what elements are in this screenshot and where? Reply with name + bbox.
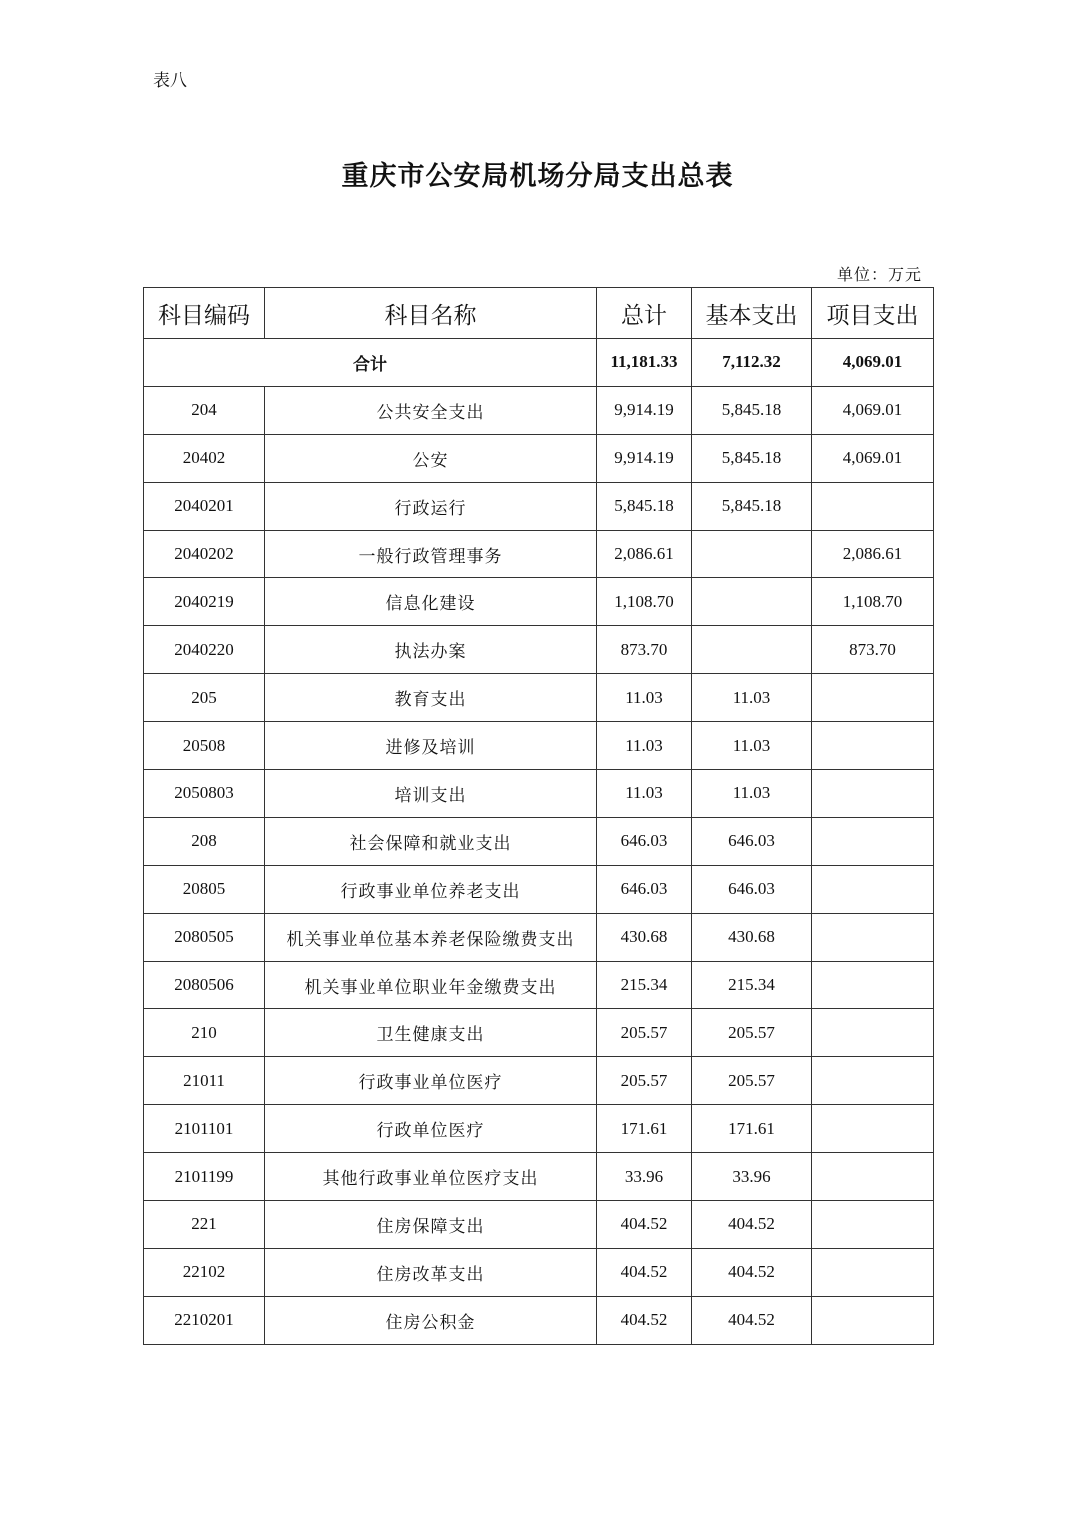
table-row xyxy=(144,1201,934,1249)
cell-name: 机关事业单位基本养老保险缴费支出 xyxy=(265,913,597,961)
table-row xyxy=(144,482,934,530)
cell-total: 404.52 xyxy=(597,1248,692,1296)
cell-total: 205.57 xyxy=(597,1057,692,1105)
table-row xyxy=(144,434,934,482)
table-row xyxy=(144,1153,934,1201)
cell-basic xyxy=(692,530,812,578)
header-basic: 基本支出 xyxy=(692,288,812,339)
total-row xyxy=(144,339,934,387)
cell-project: 2,086.61 xyxy=(812,530,934,578)
cell-name: 公安 xyxy=(265,434,597,482)
cell-basic: 215.34 xyxy=(692,961,812,1009)
cell-name: 其他行政事业单位医疗支出 xyxy=(265,1153,597,1201)
cell-basic: 33.96 xyxy=(692,1153,812,1201)
cell-total: 5,845.18 xyxy=(597,482,692,530)
cell-code: 2050803 xyxy=(144,770,265,818)
cell-project xyxy=(812,1153,934,1201)
cell-project xyxy=(812,1057,934,1105)
cell-name: 社会保障和就业支出 xyxy=(265,817,597,865)
cell-code: 2040201 xyxy=(144,482,265,530)
cell-name: 行政运行 xyxy=(265,482,597,530)
cell-total: 2,086.61 xyxy=(597,530,692,578)
cell-basic: 5,845.18 xyxy=(692,386,812,434)
cell-code: 2101199 xyxy=(144,1153,265,1201)
document-title: 重庆市公安局机场分局支出总表 xyxy=(341,161,734,192)
cell-project: 1,108.70 xyxy=(812,578,934,626)
total-sum: 11,181.33 xyxy=(597,339,692,387)
cell-total: 404.52 xyxy=(597,1296,692,1344)
cell-total: 11.03 xyxy=(597,722,692,770)
cell-name: 行政单位医疗 xyxy=(265,1105,597,1153)
cell-name: 培训支出 xyxy=(265,770,597,818)
cell-name: 机关事业单位职业年金缴费支出 xyxy=(265,961,597,1009)
cell-name: 进修及培训 xyxy=(265,722,597,770)
header-code: 科目编码 xyxy=(144,288,265,339)
cell-project: 873.70 xyxy=(812,626,934,674)
cell-code: 2080506 xyxy=(144,961,265,1009)
cell-total: 9,914.19 xyxy=(597,434,692,482)
cell-total: 33.96 xyxy=(597,1153,692,1201)
cell-name: 一般行政管理事务 xyxy=(265,530,597,578)
cell-basic: 171.61 xyxy=(692,1105,812,1153)
table-row xyxy=(144,1296,934,1344)
table-row xyxy=(144,386,934,434)
cell-total: 11.03 xyxy=(597,674,692,722)
cell-project xyxy=(812,1201,934,1249)
cell-name: 住房改革支出 xyxy=(265,1248,597,1296)
cell-project xyxy=(812,865,934,913)
cell-basic: 11.03 xyxy=(692,770,812,818)
cell-project xyxy=(812,770,934,818)
cell-total: 205.57 xyxy=(597,1009,692,1057)
cell-basic: 11.03 xyxy=(692,722,812,770)
cell-project xyxy=(812,913,934,961)
table-header-row xyxy=(144,288,934,339)
table-row xyxy=(144,626,934,674)
cell-project xyxy=(812,817,934,865)
cell-basic: 205.57 xyxy=(692,1009,812,1057)
table-row xyxy=(144,674,934,722)
cell-project xyxy=(812,674,934,722)
cell-basic: 5,845.18 xyxy=(692,482,812,530)
cell-basic xyxy=(692,578,812,626)
cell-code: 2101101 xyxy=(144,1105,265,1153)
cell-code: 221 xyxy=(144,1201,265,1249)
cell-code: 204 xyxy=(144,386,265,434)
cell-project: 4,069.01 xyxy=(812,434,934,482)
cell-total: 646.03 xyxy=(597,865,692,913)
cell-total: 215.34 xyxy=(597,961,692,1009)
cell-total: 646.03 xyxy=(597,817,692,865)
cell-name: 住房公积金 xyxy=(265,1296,597,1344)
cell-total: 404.52 xyxy=(597,1201,692,1249)
unit-label: 单位：万元 xyxy=(836,265,922,284)
table-row xyxy=(144,1057,934,1105)
cell-code: 20508 xyxy=(144,722,265,770)
table-row xyxy=(144,530,934,578)
table-row xyxy=(144,722,934,770)
cell-code: 22102 xyxy=(144,1248,265,1296)
cell-project xyxy=(812,961,934,1009)
table-row xyxy=(144,1009,934,1057)
cell-basic: 430.68 xyxy=(692,913,812,961)
cell-total: 1,108.70 xyxy=(597,578,692,626)
table-number-label: 表八 xyxy=(153,71,187,91)
cell-project xyxy=(812,1009,934,1057)
cell-project xyxy=(812,1296,934,1344)
cell-basic: 404.52 xyxy=(692,1248,812,1296)
cell-code: 210 xyxy=(144,1009,265,1057)
table-row xyxy=(144,961,934,1009)
header-name: 科目名称 xyxy=(265,288,597,339)
cell-code: 208 xyxy=(144,817,265,865)
cell-basic: 205.57 xyxy=(692,1057,812,1105)
cell-code: 2040220 xyxy=(144,626,265,674)
cell-code: 2210201 xyxy=(144,1296,265,1344)
table-row xyxy=(144,1105,934,1153)
cell-total: 873.70 xyxy=(597,626,692,674)
cell-name: 住房保障支出 xyxy=(265,1201,597,1249)
cell-name: 信息化建设 xyxy=(265,578,597,626)
cell-total: 430.68 xyxy=(597,913,692,961)
cell-name: 执法办案 xyxy=(265,626,597,674)
cell-basic xyxy=(692,626,812,674)
cell-basic: 646.03 xyxy=(692,865,812,913)
cell-basic: 5,845.18 xyxy=(692,434,812,482)
cell-code: 2040202 xyxy=(144,530,265,578)
cell-project: 4,069.01 xyxy=(812,386,934,434)
header-total: 总计 xyxy=(597,288,692,339)
cell-project xyxy=(812,1105,934,1153)
total-project: 4,069.01 xyxy=(812,339,934,387)
cell-code: 205 xyxy=(144,674,265,722)
total-label: 合计 xyxy=(144,339,597,387)
cell-code: 2040219 xyxy=(144,578,265,626)
cell-basic: 646.03 xyxy=(692,817,812,865)
cell-project xyxy=(812,1248,934,1296)
cell-basic: 404.52 xyxy=(692,1296,812,1344)
table-row xyxy=(144,913,934,961)
cell-name: 行政事业单位养老支出 xyxy=(265,865,597,913)
cell-name: 行政事业单位医疗 xyxy=(265,1057,597,1105)
cell-basic: 11.03 xyxy=(692,674,812,722)
cell-project xyxy=(812,482,934,530)
cell-code: 2080505 xyxy=(144,913,265,961)
cell-code: 20402 xyxy=(144,434,265,482)
cell-name: 教育支出 xyxy=(265,674,597,722)
header-project: 项目支出 xyxy=(812,288,934,339)
cell-total: 171.61 xyxy=(597,1105,692,1153)
cell-code: 20805 xyxy=(144,865,265,913)
total-basic: 7,112.32 xyxy=(692,339,812,387)
cell-code: 21011 xyxy=(144,1057,265,1105)
cell-name: 公共安全支出 xyxy=(265,386,597,434)
cell-total: 11.03 xyxy=(597,770,692,818)
cell-total: 9,914.19 xyxy=(597,386,692,434)
table-row xyxy=(144,817,934,865)
table-row xyxy=(144,770,934,818)
table-row xyxy=(144,1248,934,1296)
cell-project xyxy=(812,722,934,770)
table-row xyxy=(144,578,934,626)
cell-basic: 404.52 xyxy=(692,1201,812,1249)
table-row xyxy=(144,865,934,913)
expenditure-table xyxy=(143,287,934,1345)
cell-name: 卫生健康支出 xyxy=(265,1009,597,1057)
